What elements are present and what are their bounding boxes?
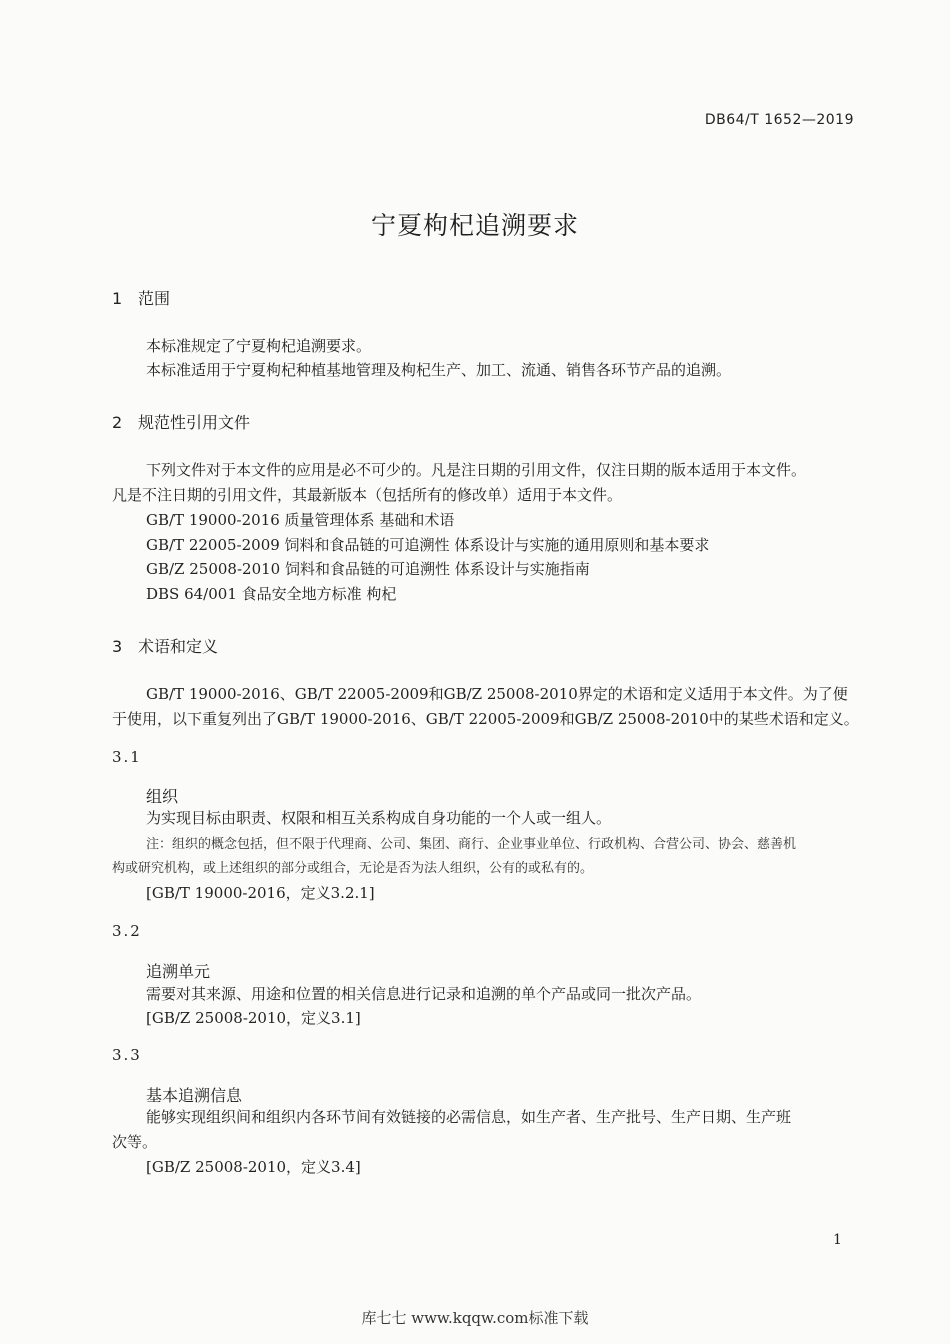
section-2-number: 2: [112, 413, 123, 432]
term-source: [GB/Z 25008-2010，定义3.4]: [146, 1158, 361, 1176]
reference-item: GB/T 22005-2009 饲料和食品链的可追溯性 体系设计与实施的通用原则和基本要求: [146, 536, 710, 554]
term-definition: 次等。: [112, 1133, 158, 1151]
section-2-intro: 下列文件对于本文件的应用是必不可少的。凡是注日期的引用文件，仅注日期的版本适用于本文件。: [146, 461, 807, 479]
term-number: 3.3: [112, 1046, 142, 1064]
section-3-number: 3: [112, 637, 123, 656]
term-source: [GB/T 19000-2016，定义3.2.1]: [146, 884, 375, 902]
section-3-intro: 于使用，以下重复列出了GB/T 19000-2016、GB/T 22005-2009和GB/Z 25008-2010中的某些术语和定义。: [112, 710, 859, 728]
term-source: [GB/Z 25008-2010，定义3.1]: [146, 1009, 361, 1027]
term-definition: 需要对其来源、用途和位置的相关信息进行记录和追溯的单个产品或同一批次产品。: [146, 985, 702, 1003]
term-number: 3.1: [112, 748, 142, 766]
section-2-title: 规范性引用文件: [138, 413, 251, 432]
page-number: 1: [833, 1232, 842, 1248]
section-3-heading: [112, 634, 218, 657]
term-title: 基本追溯信息: [146, 1086, 243, 1105]
standard-number: DB64/T 1652—2019: [704, 112, 854, 128]
term-note: 注：组织的概念包括，但不限于代理商、公司、集团、商行、企业事业单位、行政机构、合营公司、协会、慈善机: [146, 837, 797, 852]
reference-item: GB/Z 25008-2010 饲料和食品链的可追溯性 体系设计与实施指南: [146, 560, 590, 578]
section-2-intro: 凡是不注日期的引用文件，其最新版本（包括所有的修改单）适用于本文件。: [112, 486, 623, 504]
section-1-paragraph: 本标准规定了宁夏枸杞追溯要求。: [146, 337, 372, 355]
section-2-heading: [112, 410, 250, 433]
reference-item: DBS 64/001 食品安全地方标准 枸杞: [146, 585, 397, 603]
reference-item: GB/T 19000-2016 质量管理体系 基础和术语: [146, 511, 455, 529]
term-number: 3.2: [112, 922, 142, 940]
footer-watermark: 库七七 www.kqqw.com标准下载: [361, 1309, 589, 1327]
section-1-heading: [112, 286, 170, 309]
section-1-number: 1: [112, 289, 123, 308]
term-title: 组织: [146, 787, 179, 806]
section-3-intro: GB/T 19000-2016、GB/T 22005-2009和GB/Z 25008-2010界定的术语和定义适用于本文件。为了便: [146, 685, 848, 703]
page-title: 宁夏枸杞追溯要求: [370, 211, 579, 240]
section-1-title: 范围: [138, 289, 171, 308]
term-note: 构或研究机构，或上述组织的部分或组合，无论是否为法人组织，公有的或私有的。: [112, 861, 594, 876]
term-title: 追溯单元: [146, 962, 211, 981]
term-definition: 为实现目标由职责、权限和相互关系构成自身功能的一个人或一组人。: [146, 809, 612, 827]
section-1-paragraph: 本标准适用于宁夏枸杞种植基地管理及枸杞生产、加工、流通、销售各环节产品的追溯。: [146, 361, 732, 379]
section-3-title: 术语和定义: [138, 637, 219, 656]
term-definition: 能够实现组织间和组织内各环节间有效链接的必需信息，如生产者、生产批号、生产日期、生产班: [146, 1108, 792, 1126]
